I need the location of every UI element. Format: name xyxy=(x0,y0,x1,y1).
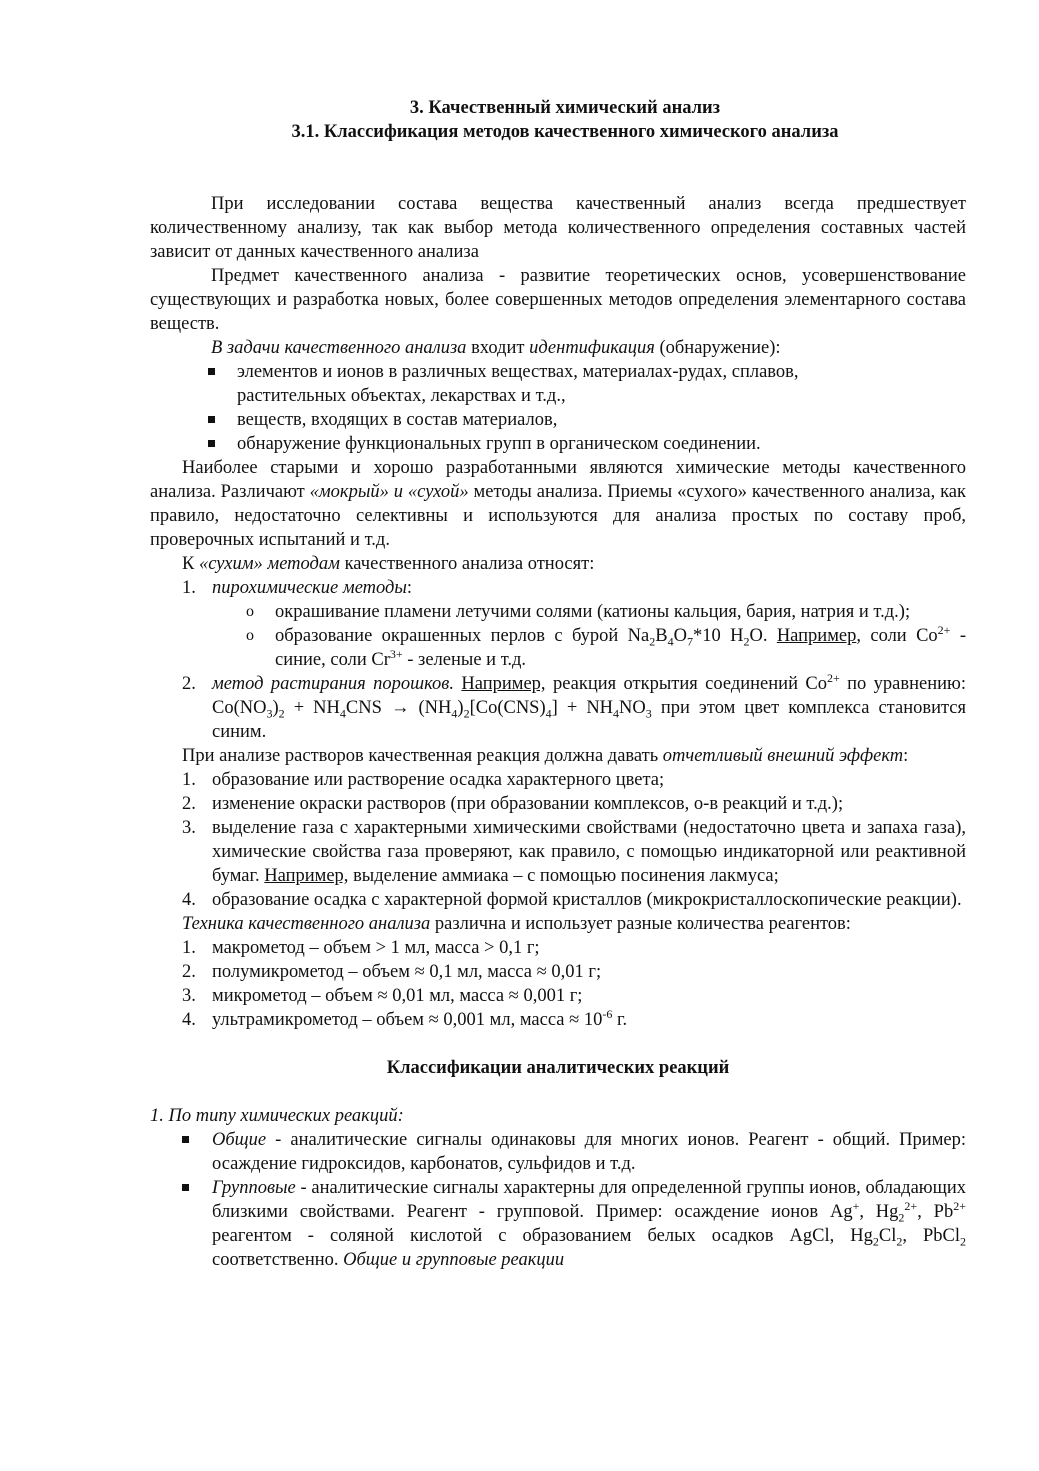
bullet-icon xyxy=(182,1136,189,1143)
circle-bullet-icon: o xyxy=(246,603,254,620)
list-item: обнаружение функциональных групп в органическом соединении. xyxy=(150,432,966,456)
list-item: 1. образование или растворение осадка характерного цвета; xyxy=(182,770,665,790)
dry-methods-line: К «сухим» методам качественного анализа относят: xyxy=(182,554,595,574)
document-page xyxy=(150,96,966,1272)
list-item: 3. выделение газа с характерными химическими свойствами (недостаточно цвета и запаха газа), химические свойства газа проверяют, как правило, с помощью индикаторной или реактивной бумаг. Например, выделение аммиака – с помощью посинения лакмуса; xyxy=(182,818,966,886)
list-item: Общие - аналитические сигналы одинаковы для многих ионов. Реагент - общий. Пример: осаждение гидроксидов, карбонатов, сульфидов и т.д. xyxy=(150,1128,966,1176)
bullet-icon xyxy=(182,1184,189,1191)
list-item: 1. пирохимические методы: xyxy=(182,578,413,598)
list-item: o образование окрашенных перлов с бурой $Na_2B_4O_7*10$ $H_2O$. Например, соли $Co^{2+}$ - синие, соли $Cr^{3+}$ - зеленые и т.д. xyxy=(246,622,966,670)
bullet-icon xyxy=(208,368,215,375)
list-item: 4. образование осадка с характерной формой кристаллов (микрокристаллоскопические реакции). xyxy=(182,890,962,910)
intro-paragraph-1: При исследовании состава вещества качественный анализ всегда предшествует количественному анализу, так как выбор метода количественного определения составных частей зависит от данных качественного анализа xyxy=(150,194,966,262)
list-item: 2. изменение окраски растворов (при образовании комплексов, о-в реакций и т.д.); xyxy=(182,794,844,814)
methods-paragraph: Наиболее старыми и хорошо разработанными являются химические методы качественного анализа. Различают «мокрый» и «сухой» методы анализа. Приемы «сухого» качественного анализа, как правило, недостаточно селективны и используются для анализа простых по составу проб, проверочных испытаний и т.д. xyxy=(150,458,966,550)
section-heading: Классификации аналитических реакций xyxy=(386,1058,730,1078)
bullet-icon xyxy=(208,440,215,447)
list-item: веществ, входящих в состав материалов, xyxy=(150,408,966,432)
bullet-icon xyxy=(208,416,215,423)
list-item: o окрашивание пламени летучими солями (катионы кальция, бария, натрия и т.д.); xyxy=(246,602,911,622)
list-item: 2. метод растирания порошков. Например, реакция открытия соединений $Co^{2+}$ по уравнению: $Co(NO_3)_2 + NH_4CNS \to (NH_4)_2[Co(CNS)_4] + NH_4NO_3$ при этом цвет комплекса становится синим. xyxy=(182,670,967,742)
tasks-line: В задачи качественного анализа входит идентификация (обнаружение): xyxy=(211,338,781,358)
technique-line: Техника качественного анализа различна и использует разные количества реагентов: xyxy=(182,914,851,934)
page-title: 3. Качественный химический анализ xyxy=(409,98,721,118)
subsection-heading: 1. По типу химических реакций: xyxy=(150,1106,404,1126)
circle-bullet-icon: o xyxy=(246,627,254,644)
list-item: элементов и ионов в различных веществах, материалах-рудах, сплавов, растительных объектах, лекарствах и т.д., xyxy=(150,360,966,408)
list-item: 2. полумикрометод – объем ≈ 0,1 мл, масса ≈ 0,01 г; xyxy=(182,962,602,982)
page-subtitle: 3.1. Классификация методов качественного химического анализа xyxy=(291,122,839,142)
list-item: Групповые - аналитические сигналы характерны для определенной группы ионов, обладающих близкими свойствами. Реагент - групповой. Пример: осаждение ионов Ag+, $Hg_2^{2+}$, $Pb^{2+}$ реагентом - соляной кислотой с образованием белых осадков AgCl, $Hg_2Cl_2$, PbCl$_2$ соответственно. Общие и групповые реакции xyxy=(150,1176,966,1272)
list-item: 3. микрометод – объем ≈ 0,01 мл, масса ≈ 0,001 г; xyxy=(182,986,583,1006)
list-item: 4. ультрамикрометод – объем ≈ 0,001 мл, масса ≈ $10^{-6}$ г. xyxy=(182,1006,628,1030)
list-item: 1. макрометод – объем > 1 мл, масса > 0,1 г; xyxy=(182,938,540,958)
solutions-paragraph: При анализе растворов качественная реакция должна давать отчетливый внешний эффект: xyxy=(182,746,909,766)
intro-paragraph-2: Предмет качественного анализа - развитие теоретических основ, усовершенствование существующих и разработка новых, более совершенных методов определения элементарного состава веществ. xyxy=(150,266,966,334)
